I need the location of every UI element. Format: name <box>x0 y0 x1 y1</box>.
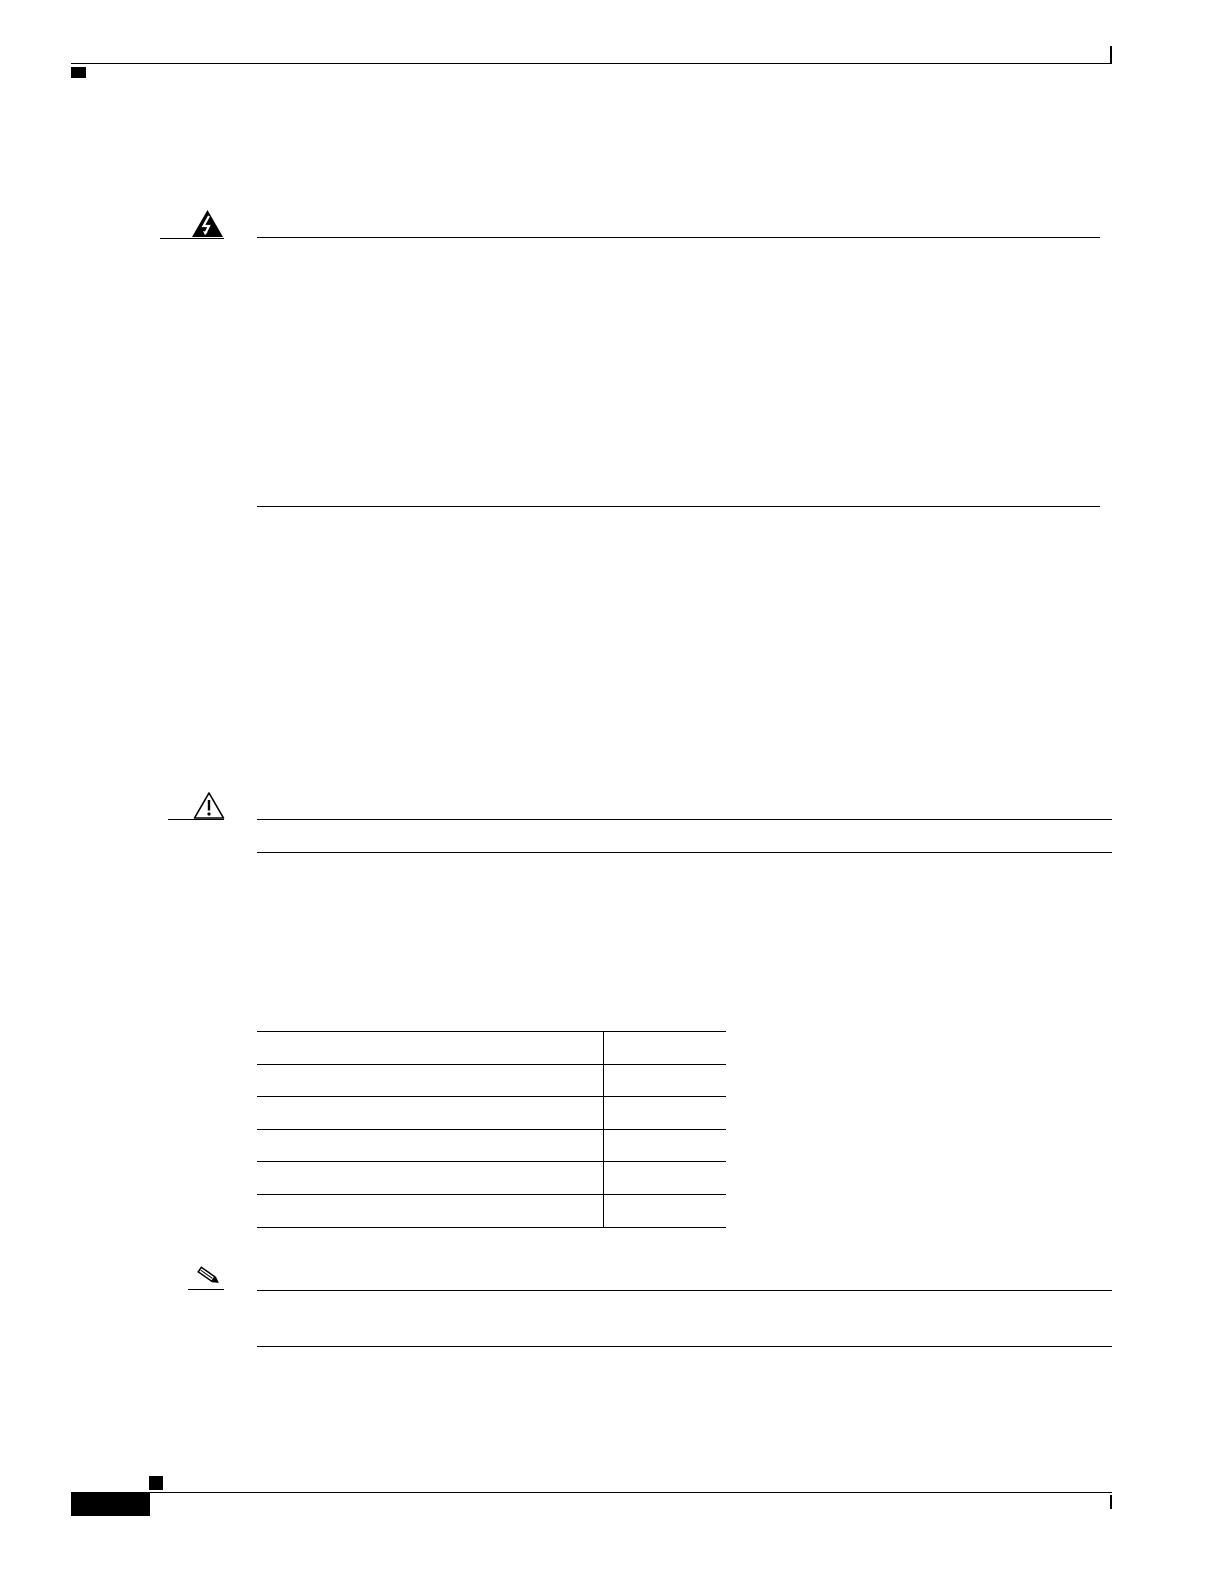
page-number-tab <box>71 1492 150 1516</box>
table-cell <box>257 1129 604 1162</box>
warning-bottom-rule <box>257 506 1100 507</box>
table-row <box>257 1162 726 1195</box>
caution-top-rule <box>257 819 1112 820</box>
header-tick-mark <box>1110 46 1112 64</box>
table-row <box>257 1097 726 1130</box>
table-cell <box>257 1032 604 1065</box>
footer-tick-mark <box>1110 1495 1112 1509</box>
table-cell <box>257 1097 604 1130</box>
table-cell <box>604 1032 727 1065</box>
table-row <box>257 1194 726 1227</box>
data-table <box>257 1031 726 1228</box>
warning-shock-icon <box>191 209 224 238</box>
table-row <box>257 1032 726 1065</box>
table-cell <box>604 1194 727 1227</box>
caution-icon <box>193 791 225 820</box>
table-cell <box>257 1162 604 1195</box>
note-bottom-rule <box>257 1346 1112 1347</box>
note-pencil-icon <box>194 1264 224 1288</box>
note-label-underline <box>188 1289 224 1290</box>
table-cell <box>257 1194 604 1227</box>
warning-top-rule <box>257 237 1100 238</box>
warning-label-underline <box>160 238 224 239</box>
footer-rule <box>149 1492 1112 1493</box>
table-cell <box>604 1162 727 1195</box>
table-cell <box>257 1064 604 1097</box>
header-corner-marker <box>71 67 86 78</box>
table-cell <box>604 1064 727 1097</box>
caution-bottom-rule <box>257 852 1112 853</box>
header-rule <box>71 63 1112 64</box>
table-row <box>257 1064 726 1097</box>
note-top-rule <box>257 1290 1112 1291</box>
footer-corner-marker <box>149 1476 163 1490</box>
caution-label-underline <box>168 819 224 820</box>
table-cell <box>604 1097 727 1130</box>
table-row <box>257 1129 726 1162</box>
table-cell <box>604 1129 727 1162</box>
